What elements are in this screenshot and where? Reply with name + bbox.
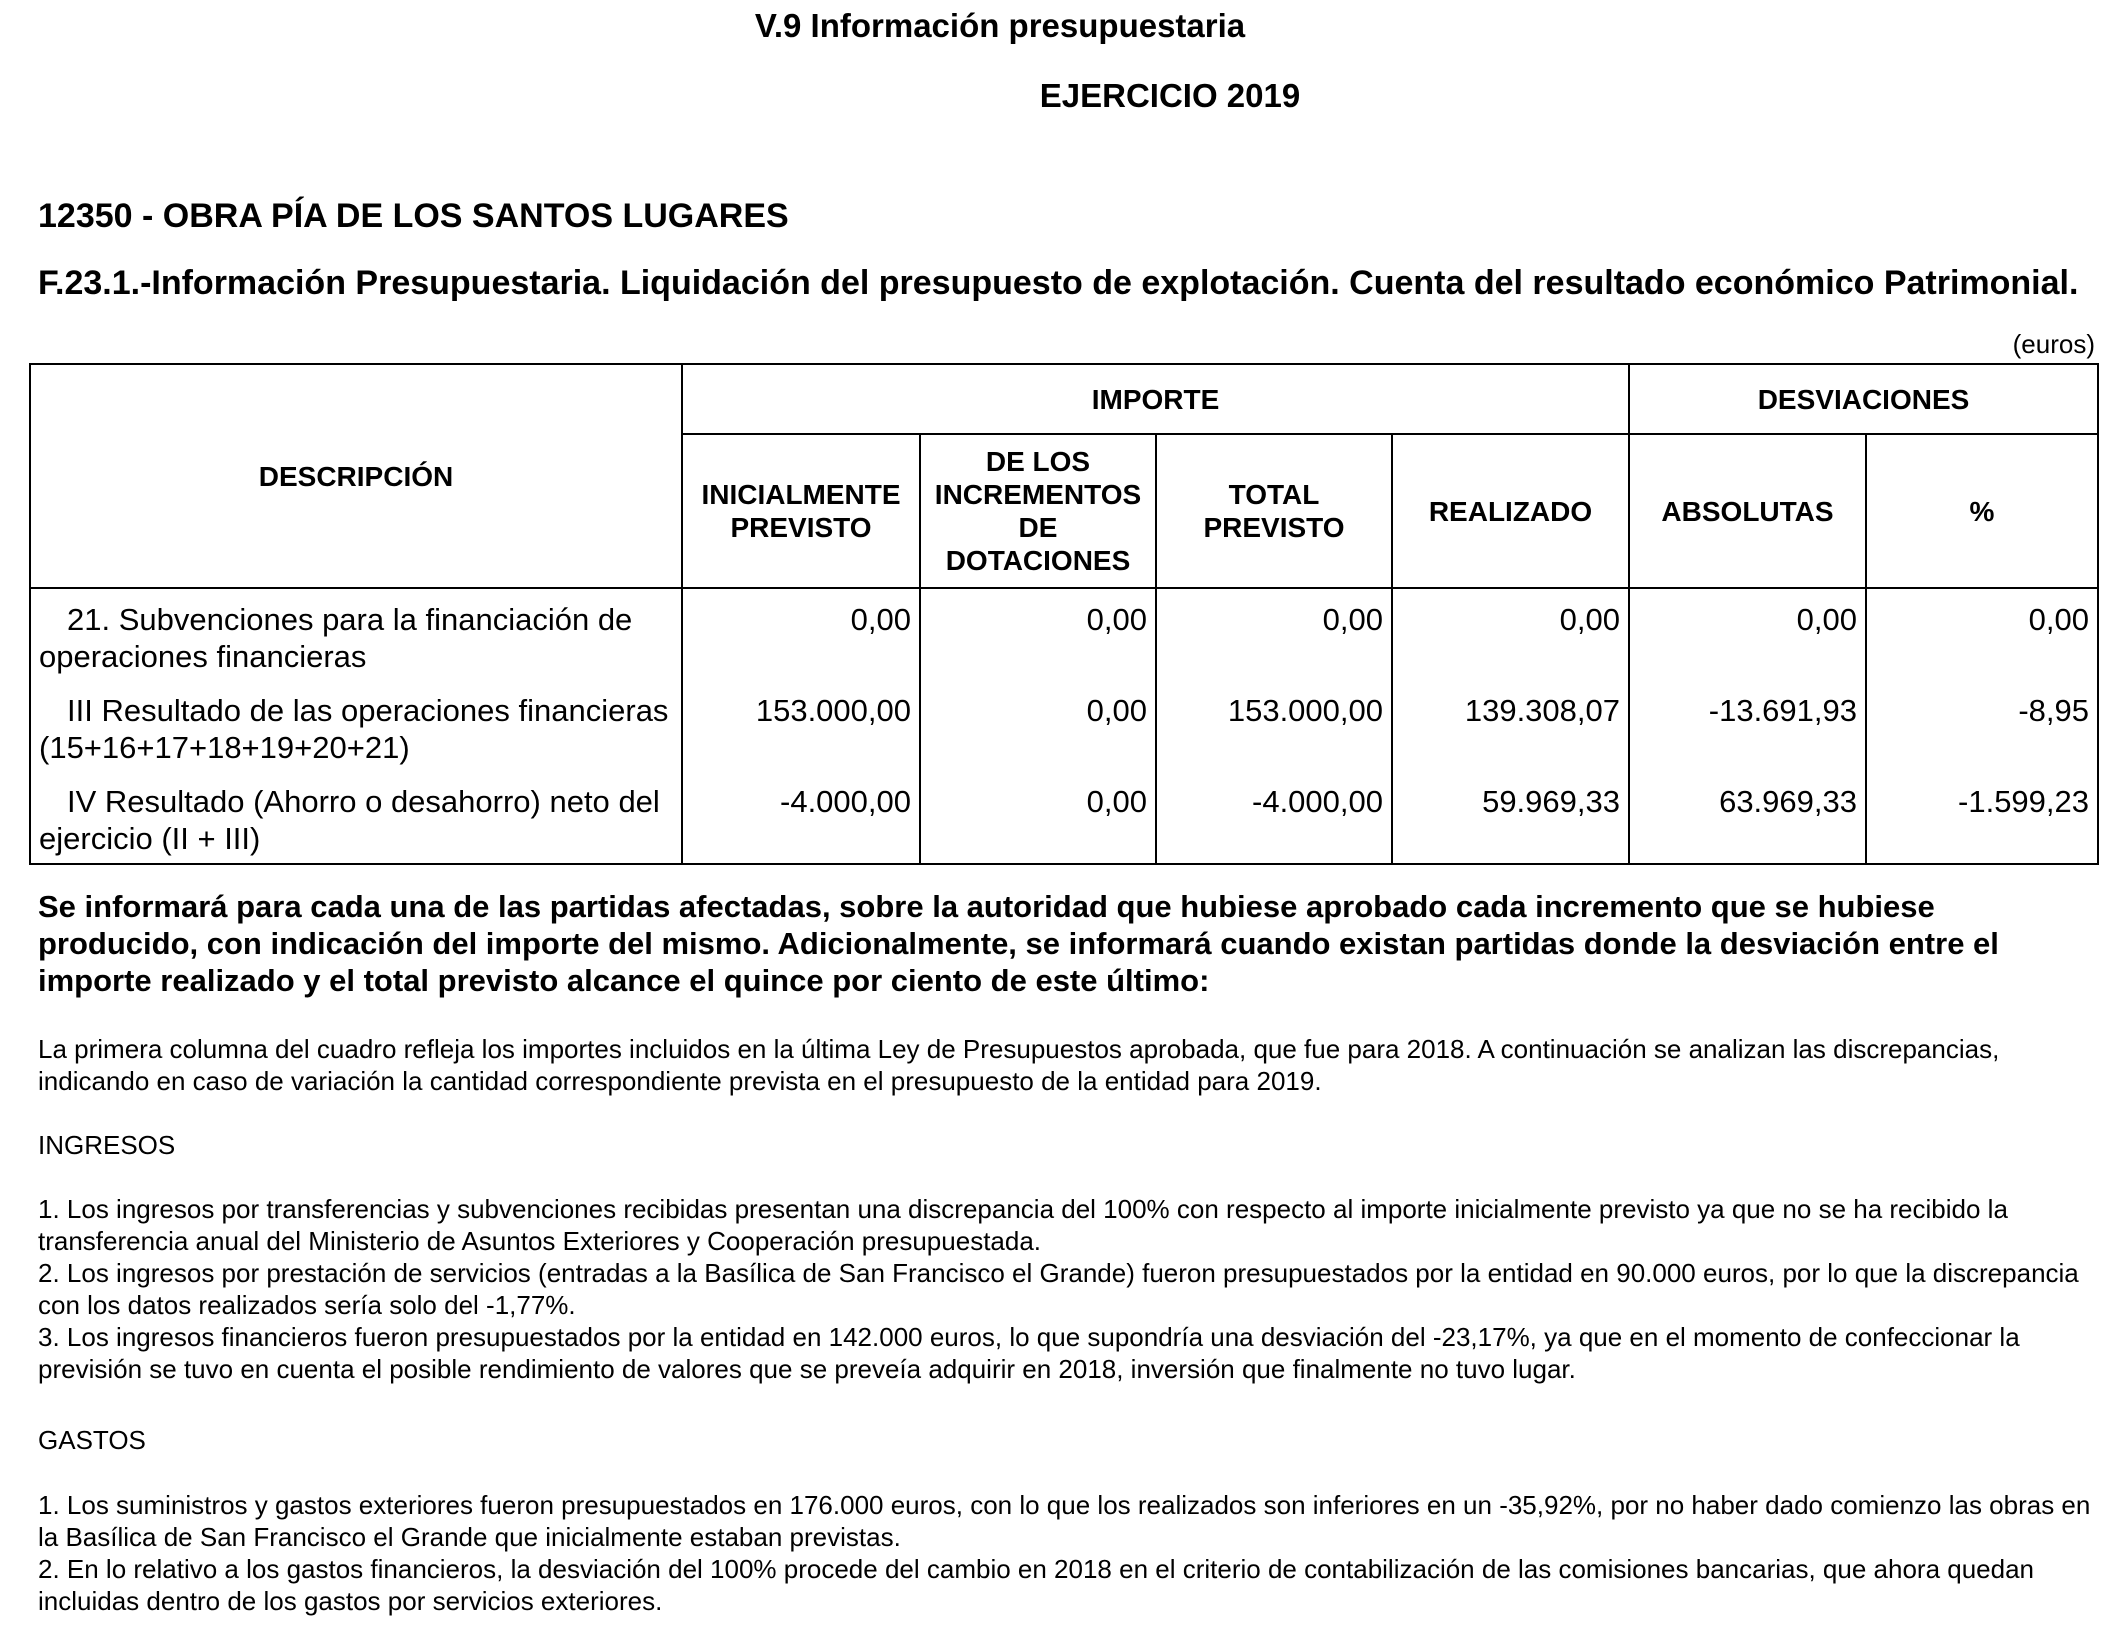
header-desviaciones: DESVIACIONES [1629, 364, 2098, 434]
section-title: V.9 Información presupuestaria [754, 7, 1246, 44]
cell-incrementos: 0,00 [920, 588, 1156, 680]
gastos-list [38, 1489, 2098, 1617]
header-realizado: REALIZADO [1392, 434, 1629, 588]
table-header-row [30, 364, 2098, 434]
cell-realizado: 0,00 [1392, 588, 1629, 680]
table-row [30, 680, 2098, 771]
cell-porcentaje: 0,00 [1866, 588, 2098, 680]
cell-absolutas: 0,00 [1629, 588, 1866, 680]
budget-table [29, 363, 2099, 865]
row-description-first: 21. Subvenciones para la financiación [67, 602, 590, 637]
list-item: 3. Los ingresos financieros fueron presupuestados por la entidad en 142.000 euros, lo que supondría una desviación del -23,17%, ya que en el momento de confeccionar la previsión se tuvo en cuenta el posible rendimiento de valores que se preveía adquirir en 2018, inversión que finalmente no tuvo lugar. [38, 1322, 2020, 1384]
row-description [30, 588, 682, 680]
row-description-first: IV Resultado (Ahorro o desahorro) neto [67, 784, 610, 819]
gastos-section [38, 1424, 2098, 1456]
header-importe: IMPORTE [682, 364, 1629, 434]
cell-incrementos: 0,00 [920, 771, 1156, 864]
exercise-title: EJERCICIO 2019 [1039, 77, 1301, 114]
ingresos-section [38, 1129, 2098, 1161]
header-porcentaje: % [1866, 434, 2098, 588]
header-total-previsto: TOTAL PREVISTO [1156, 434, 1392, 588]
table-row [30, 588, 2098, 680]
cell-absolutas: 63.969,33 [1629, 771, 1866, 864]
list-item: 2. Los ingresos por prestación de servicios (entradas a la Basílica de San Francisco el Grande) fueron presupuestados por la entidad en 90.000 euros, por lo que la discrepancia con los datos realizados sería solo del -1,77%. [38, 1258, 2079, 1320]
intro-paragraph [38, 1033, 2098, 1097]
cell-realizado: 139.308,07 [1392, 680, 1629, 771]
cell-total: 153.000,00 [1156, 680, 1392, 771]
cell-inicial: 153.000,00 [682, 680, 920, 771]
gastos-heading: GASTOS [38, 1425, 146, 1455]
intro-text: La primera columna del cuadro refleja los importes incluidos en la última Ley de Presupuestos aprobada, que fue para 2018. A continuación se analizan las discrepancias, indicando en caso de variación la cantidad correspondiente prevista en el presupuesto de la entidad para 2019. [38, 1034, 2000, 1096]
cell-total: -4.000,00 [1156, 771, 1392, 864]
header-descripcion: DESCRIPCIÓN [30, 364, 682, 588]
cell-porcentaje: -1.599,23 [1866, 771, 2098, 864]
row-description-rest: del ejercicio (II + III) [39, 784, 660, 856]
row-description-rest: de operaciones financieras [39, 602, 633, 674]
ingresos-heading: INGRESOS [38, 1130, 176, 1160]
list-item: 2. En lo relativo a los gastos financieros, la desviación del 100% procede del cambio en 2018 en el criterio de contabilización de las comisiones bancarias, que ahora quedan incluidas dentro de los gastos por servicios exteriores. [38, 1554, 2035, 1616]
list-item: 1. Los suministros y gastos exteriores fueron presupuestados en 176.000 euros, con lo que los realizados son inferiores en un -35,92%, por no haber dado comienzo las obras en la Basílica de San Francisco el Grande que inicialmente estaban previstas. [38, 1490, 2091, 1552]
cell-porcentaje: -8,95 [1866, 680, 2098, 771]
cell-incrementos: 0,00 [920, 680, 1156, 771]
header-incrementos: DE LOS INCREMENTOS DE DOTACIONES [920, 434, 1156, 588]
row-description-rest: financieras (15+16+17+18+19+20+21) [39, 693, 669, 765]
header-inicialmente-previsto: INICIALMENTE PREVISTO [682, 434, 920, 588]
cell-absolutas: -13.691,93 [1629, 680, 1866, 771]
bold-note: Se informará para cada una de las partidas afectadas, sobre la autoridad que hubiese aprobado cada incremento que se hubiese producido, con indicación del importe del mismo. Adicionalmente, se informará cuando existan partidas donde la desviación entre el importe realizado y el total previsto alcance el quince por ciento de este último: [38, 889, 1999, 998]
cell-inicial: 0,00 [682, 588, 920, 680]
cell-total: 0,00 [1156, 588, 1392, 680]
entity-title: 12350 - OBRA PÍA DE LOS SANTOS LUGARES [38, 197, 789, 235]
header-absolutas: ABSOLUTAS [1629, 434, 1866, 588]
form-title: F.23.1.-Información Presupuestaria. Liquidación del presupuesto de explotación. Cuenta del resultado económico Patrimonial. [38, 264, 2079, 302]
units-label: (euros) [2012, 329, 2095, 359]
list-item: 1. Los ingresos por transferencias y subvenciones recibidas presentan una discrepancia del 100% con respecto al importe inicialmente previsto ya que no se ha recibido la transferencia anual del Ministerio de Asuntos Exteriores y Cooperación presupuestada. [38, 1194, 2008, 1256]
row-description [30, 771, 682, 864]
ingresos-list [38, 1193, 2098, 1385]
row-description [30, 680, 682, 771]
row-description-first: III Resultado de las operaciones [67, 693, 510, 728]
cell-realizado: 59.969,33 [1392, 771, 1629, 864]
table-row [30, 771, 2098, 864]
cell-inicial: -4.000,00 [682, 771, 920, 864]
